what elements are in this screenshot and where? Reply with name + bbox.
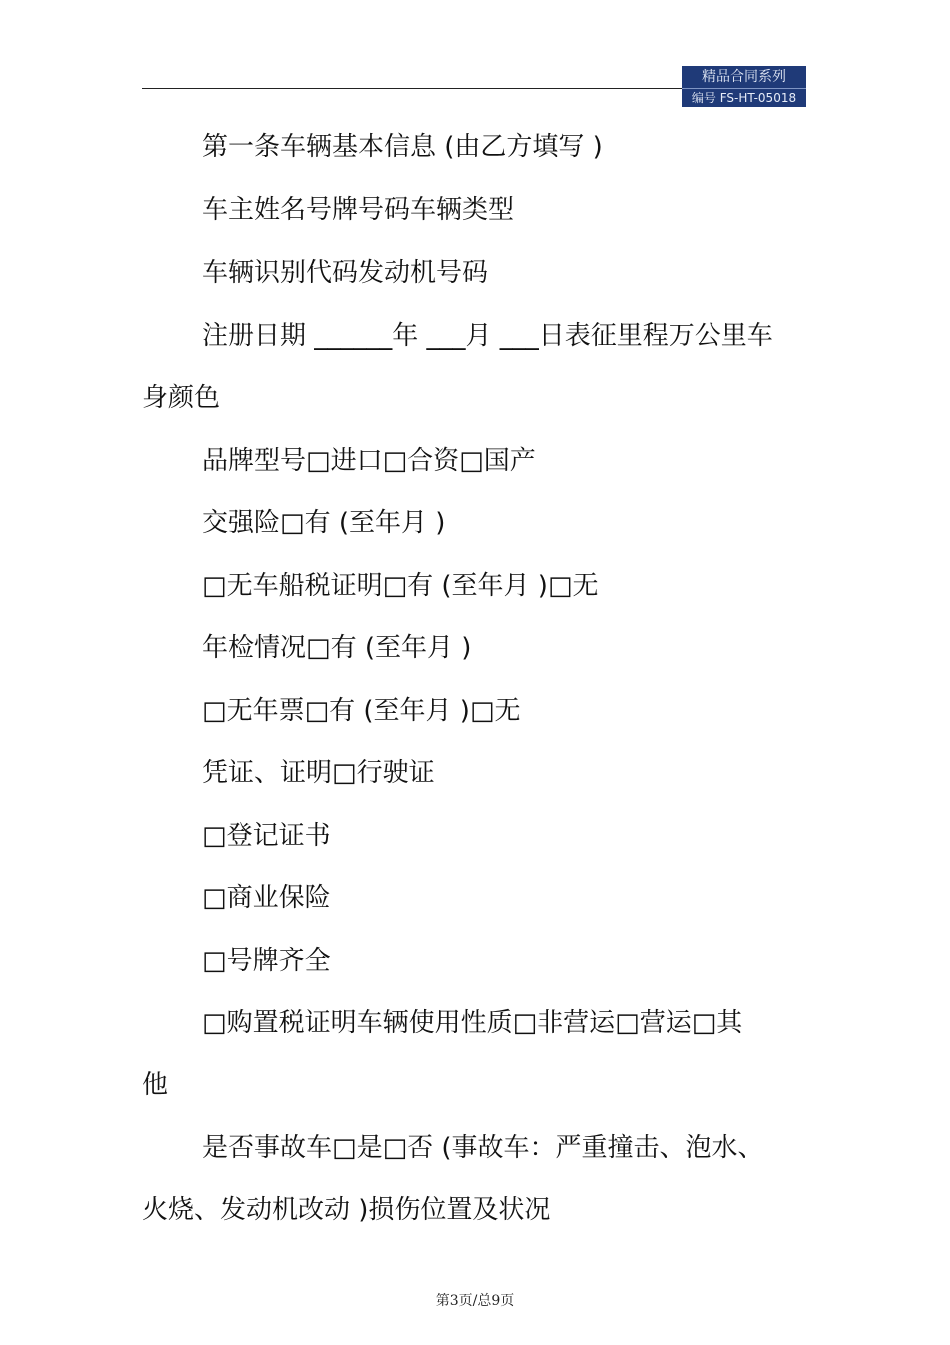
line-purchase-tax-usage: □购置税证明车辆使用性质□非营运□营运□其 bbox=[202, 1008, 743, 1038]
line-accident-vehicle: 是否事故车□是□否 (事故车：严重撞击、泡水、 bbox=[202, 1133, 764, 1163]
line-body-color: 身颜色 bbox=[142, 383, 221, 413]
series-title: 精品合同系列 bbox=[702, 69, 786, 85]
document-code: 编号 FS-HT-05018 bbox=[682, 88, 806, 108]
line-annual-inspection: 年检情况□有 (至年月 ) bbox=[202, 633, 472, 663]
page-number: 第3页/总9页 bbox=[435, 1293, 515, 1309]
line-article-one: 第一条车辆基本信息 (由乙方填写 ) bbox=[202, 132, 603, 162]
line-registration-cert: □登记证书 bbox=[202, 821, 331, 851]
line-compulsory-insurance: 交强险□有 (至年月 ) bbox=[202, 508, 446, 538]
line-annual-ticket: □无年票□有 (至年月 )□无 bbox=[202, 696, 521, 726]
line-commercial-insurance: □商业保险 bbox=[202, 883, 331, 913]
line-registration-date: 注册日期 ______年 ___月 ___日表征里程万公里车 bbox=[202, 321, 773, 351]
line-vehicle-tax: □无车船税证明□有 (至年月 )□无 bbox=[202, 571, 599, 601]
line-certificates: 凭证、证明□行驶证 bbox=[202, 758, 435, 788]
line-damage-location: 火烧、发动机改动 )损伤位置及状况 bbox=[142, 1195, 551, 1225]
series-badge bbox=[682, 66, 806, 107]
line-plates-complete: □号牌齐全 bbox=[202, 946, 331, 976]
line-other: 他 bbox=[142, 1070, 169, 1100]
line-vin-engine: 车辆识别代码发动机号码 bbox=[202, 258, 489, 288]
line-owner-plate-type: 车主姓名号牌号码车辆类型 bbox=[202, 195, 515, 225]
line-brand-model: 品牌型号□进口□合资□国产 bbox=[202, 446, 536, 476]
